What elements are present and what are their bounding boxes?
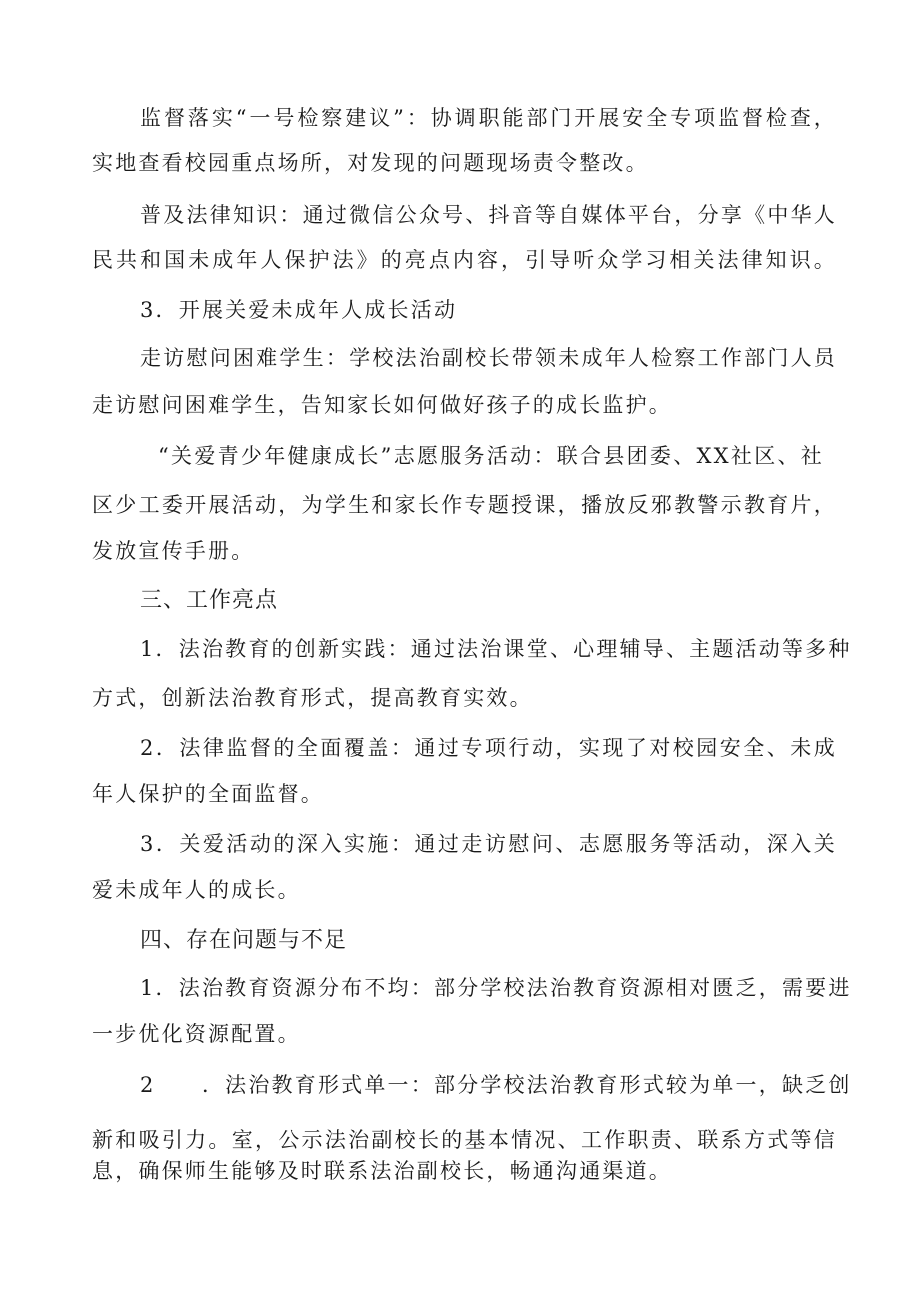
paragraph-law-knowledge-line-2: 民共和国未成年人保护法》的亮点内容，引导听众学习相关法律知识。 <box>92 248 837 272</box>
paragraph-resources-line-2: 一步优化资源配置。 <box>92 1022 301 1046</box>
paragraph-care-activities-title: 3．开展关爱未成年人成长活动 <box>140 298 458 322</box>
paragraph-coverage-line-1: 2．法律监督的全面覆盖：通过专项行动，实现了对校园安全、未成 <box>140 736 837 760</box>
paragraph-deep-care-line-1: 3．关爱活动的深入实施：通过走访慰问、志愿服务等活动，深入关 <box>140 832 837 856</box>
paragraph-supervision-line-1: 监督落实“一号检察建议”：协调职能部门开展安全专项监督检查， <box>140 106 837 130</box>
paragraph-single-form-line-3: 息，确保师生能够及时联系法治副校长，畅通沟通渠道。 <box>92 1159 672 1183</box>
paragraph-visits-line-1: 走访慰问困难学生：学校法治副校长带领未成年人检察工作部门人员 <box>140 346 837 370</box>
paragraph-law-knowledge-line-1: 普及法律知识：通过微信公众号、抖音等自媒体平台，分享《中华人 <box>140 203 837 227</box>
paragraph-single-form-line-1: 2 ．法治教育形式单一：部分学校法治教育形式较为单一，缺乏创 <box>140 1073 852 1097</box>
paragraph-supervision-line-2: 实地查看校园重点场所，对发现的问题现场责令整改。 <box>92 151 649 175</box>
paragraph-volunteer-line-2: 区少工委开展活动，为学生和家长作专题授课，播放反邪教警示教育片， <box>92 493 837 517</box>
paragraph-volunteer-line-1: “关爱青少年健康成长”志愿服务活动：联合县团委、XX社区、社 <box>158 444 824 468</box>
paragraph-innovation-line-2: 方式，创新法治教育形式，提高教育实效。 <box>92 686 533 710</box>
paragraph-volunteer-line-3: 发放宣传手册。 <box>92 539 255 563</box>
section-heading-problems: 四、存在问题与不足 <box>140 928 348 953</box>
paragraph-resources-line-1: 1．法治教育资源分布不均：部分学校法治教育资源相对匮乏，需要进 <box>140 976 852 1000</box>
section-heading-highlights: 三、工作亮点 <box>140 588 279 613</box>
paragraph-deep-care-line-2: 爱未成年人的成长。 <box>92 878 301 902</box>
paragraph-innovation-line-1: 1．法治教育的创新实践：通过法治课堂、心理辅导、主题活动等多种 <box>140 637 852 661</box>
paragraph-coverage-line-2: 年人保护的全面监督。 <box>92 782 324 806</box>
paragraph-single-form-line-2: 新和吸引力。室，公示法治副校长的基本情况、工作职责、联系方式等信 <box>92 1128 837 1152</box>
paragraph-visits-line-2: 走访慰问困难学生，告知家长如何做好孩子的成长监护。 <box>92 393 672 417</box>
